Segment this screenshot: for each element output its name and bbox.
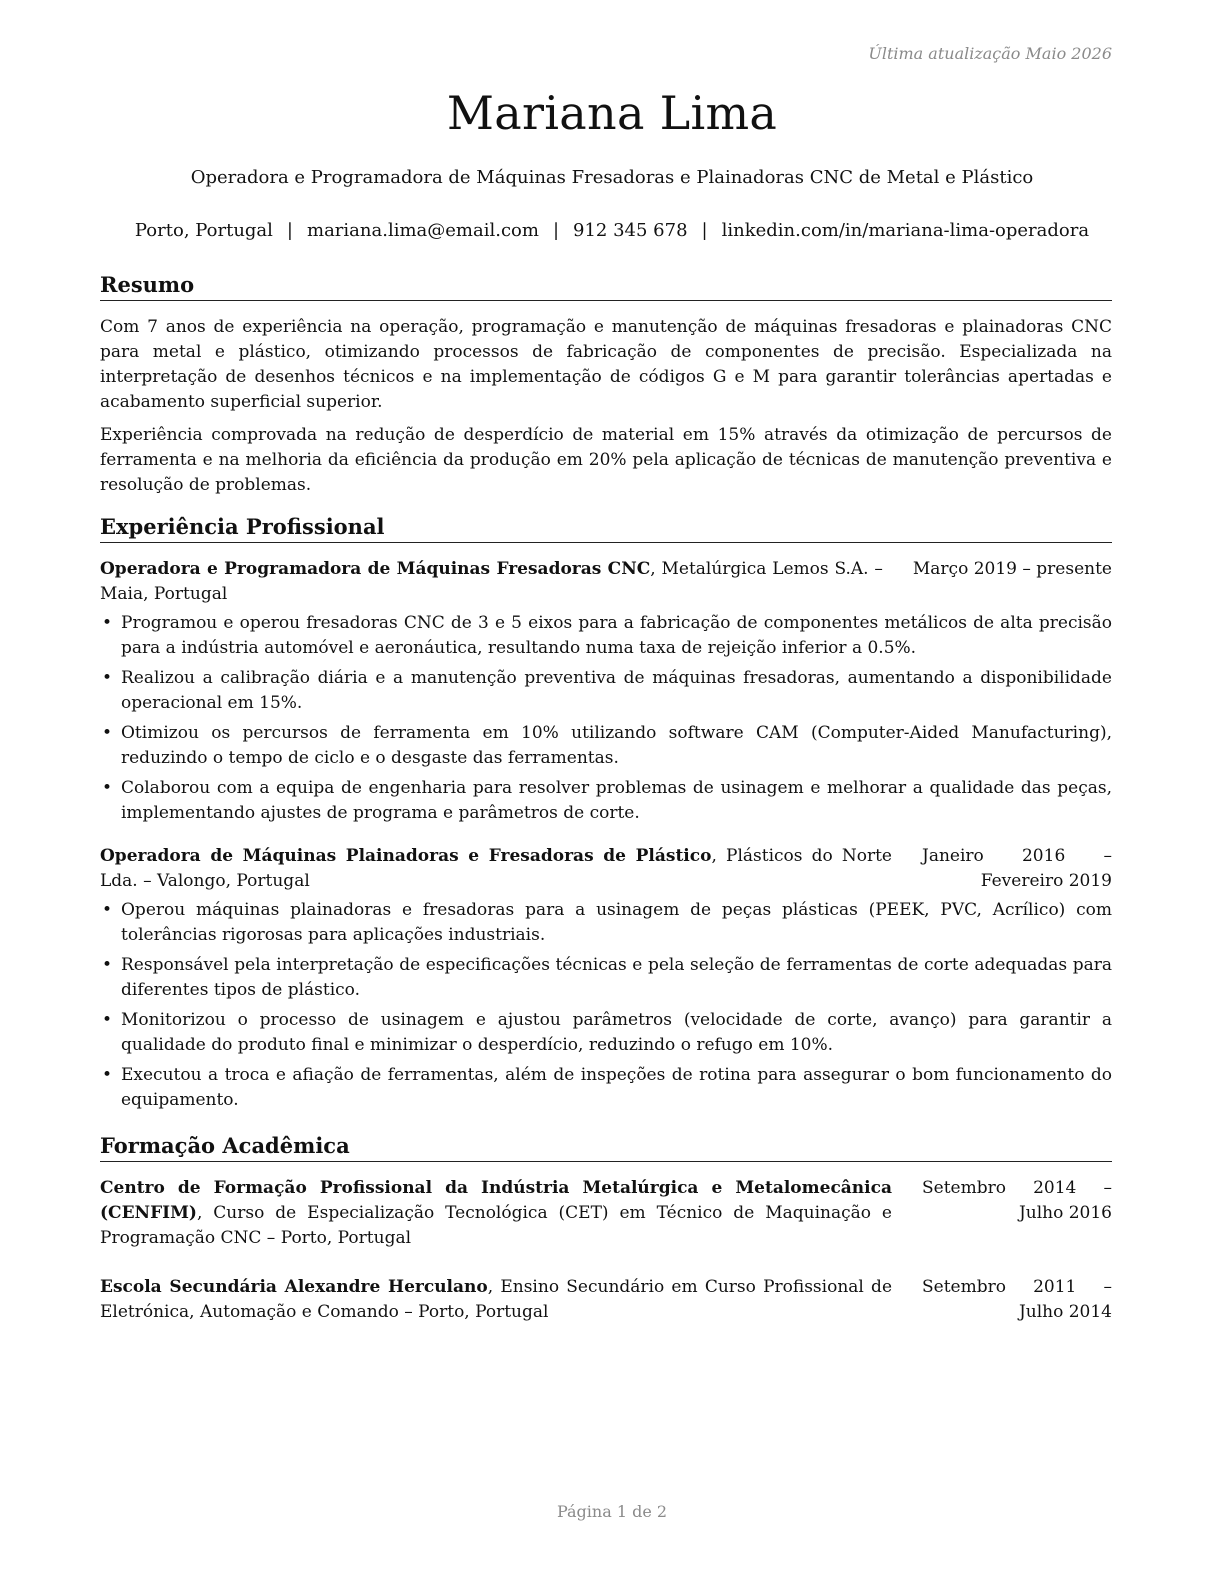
- education-school: Centro de Formação Profissional da Indústria Metalúrgica e Metalomecânica (CENFIM): [100, 1178, 892, 1223]
- education-dates: Setembro 2014 – Julho 2016: [922, 1178, 1112, 1223]
- contact-separator: |: [701, 220, 708, 241]
- job-dates: Janeiro 2016 – Fevereiro 2019: [922, 846, 1112, 891]
- education-header: [100, 1176, 1112, 1251]
- job-header: [100, 844, 1112, 894]
- job-company: , Metalúrgica Lemos S.A. – Maia, Portugal: [100, 559, 883, 604]
- job-bullets: [100, 611, 1112, 826]
- bullet-text: Otimizou os percursos de ferramenta em 10% utilizando software CAM (Computer-Aided Manufacturing), reduzindo o tempo de ciclo e o desgaste das ferramentas.: [121, 723, 1112, 768]
- job-title-line: [100, 557, 913, 607]
- contact-location: Porto, Portugal: [134, 220, 273, 241]
- page-number: Página 1 de 2: [556, 1502, 668, 1521]
- bullet-text: Operou máquinas plainadoras e fresadoras para a usinagem de peças plásticas (PEEK, PVC, Acrílico) com tolerâncias rigorosas para aplicações industriais.: [121, 900, 1112, 945]
- contact-linkedin[interactable]: linkedin.com/in/mariana-lima-operadora: [721, 220, 1090, 241]
- job-dates: Março 2019 – presente: [912, 559, 1112, 579]
- job-title: Operadora e Programadora de Máquinas Fresadoras CNC: [100, 559, 651, 579]
- education-course: , Ensino Secundário em Curso Profissional de Eletrónica, Automação e Comando – Porto, Portugal: [100, 1277, 893, 1322]
- job-company: , Plásticos do Norte Lda. – Valongo, Portugal: [100, 846, 892, 891]
- job-subtitle: Operadora e Programadora de Máquinas Fresadoras e Plainadoras CNC de Metal e Plástico: [190, 167, 1034, 188]
- bullet-item: [100, 1063, 1112, 1113]
- education-title-line: [100, 1275, 922, 1325]
- education-school: Escola Secundária Alexandre Herculano: [100, 1277, 488, 1297]
- bullet-icon: •: [102, 1010, 113, 1030]
- bullet-text: Realizou a calibração diária e a manutenção preventiva de máquinas fresadoras, aumentando a disponibilidade operacional em 15%.: [121, 668, 1112, 713]
- bullet-item: [100, 611, 1112, 661]
- experience-section: [100, 512, 1112, 1113]
- bullet-text: Programou e operou fresadoras CNC de 3 e 5 eixos para a fabricação de componentes metálicos de alta precisão para a indústria automóvel e aeronáutica, resultando numa taxa de rejeição inferior a 0.5%.: [121, 613, 1112, 658]
- contact-email[interactable]: mariana.lima@email.com: [307, 220, 539, 241]
- bullet-text: Monitorizou o processo de usinagem e ajustou parâmetros (velocidade de corte, avanço) para garantir a qualidade do produto final e minimizar o desperdício, reduzindo o refugo em 10%.: [121, 1010, 1112, 1055]
- education-title-line: [100, 1176, 922, 1251]
- contact-phone[interactable]: 912 345 678: [573, 220, 688, 241]
- job-title: Operadora de Máquinas Plainadoras e Fresadoras de Plástico: [100, 846, 712, 866]
- bullet-item: [100, 898, 1112, 948]
- bullet-item: [100, 1008, 1112, 1058]
- contact-separator: |: [552, 220, 560, 241]
- bullet-text: Executou a troca e afiação de ferramentas, além de inspeções de rotina para assegurar o bom funcionamento do equipamento.: [121, 1065, 1112, 1110]
- education-header: [100, 1275, 1112, 1325]
- bullet-item: [100, 721, 1112, 771]
- education-section: [100, 1131, 1112, 1325]
- summary-heading: Resumo: [100, 270, 1112, 301]
- job-entry: [100, 844, 1112, 1113]
- bullet-icon: •: [102, 900, 113, 920]
- job-title-line: [100, 844, 922, 894]
- experience-heading: Experiência Profissional: [100, 512, 1112, 543]
- education-heading: Formação Acadêmica: [100, 1131, 1112, 1162]
- job-entry: [100, 557, 1112, 826]
- education-entry: [100, 1275, 1112, 1325]
- summary-section: [100, 270, 1112, 498]
- bullet-item: [100, 776, 1112, 826]
- job-header: [100, 557, 1112, 607]
- education-entry: [100, 1176, 1112, 1251]
- job-bullets: [100, 898, 1112, 1113]
- resume-content: [100, 270, 1112, 1349]
- bullet-icon: •: [102, 723, 113, 743]
- education-course: , Curso de Especialização Tecnológica (CET) em Técnico de Maquinação e Programação CNC – Porto, Portugal: [100, 1203, 892, 1248]
- bullet-item: [100, 666, 1112, 716]
- bullet-icon: •: [102, 1065, 113, 1085]
- summary-paragraph: Com 7 anos de experiência na operação, programação e manutenção de máquinas fresadoras e plainadoras CNC para metal e plástico, otimizando processos de fabricação de componentes de precisão. Especializada na interpretação de desenhos técnicos e na implementação de códigos G e M para garantir tolerâncias apertadas e acabamento superficial superior.: [100, 317, 1112, 412]
- summary-paragraph: Experiência comprovada na redução de desperdício de material em 15% através da otimização de percursos de ferramenta e na melhoria da eficiência da produção em 20% pela aplicação de técnicas de manutenção preventiva e resolução de problemas.: [100, 425, 1112, 495]
- candidate-name: Mariana Lima: [446, 86, 778, 140]
- bullet-icon: •: [102, 955, 113, 975]
- bullet-icon: •: [102, 668, 113, 688]
- last-updated: Última atualização Maio 2026: [868, 44, 1112, 63]
- bullet-text: Colaborou com a equipa de engenharia para resolver problemas de usinagem e melhorar a qualidade das peças, implementando ajustes de programa e parâmetros de corte.: [121, 778, 1112, 823]
- bullet-text: Responsável pela interpretação de especificações técnicas e pela seleção de ferramentas de corte adequadas para diferentes tipos de plástico.: [121, 955, 1112, 1000]
- contact-separator: |: [286, 220, 293, 241]
- education-dates: Setembro 2011 – Julho 2014: [922, 1277, 1112, 1322]
- bullet-item: [100, 953, 1112, 1003]
- contact-line: [0, 220, 1224, 241]
- bullet-icon: •: [102, 613, 113, 633]
- bullet-icon: •: [102, 778, 113, 798]
